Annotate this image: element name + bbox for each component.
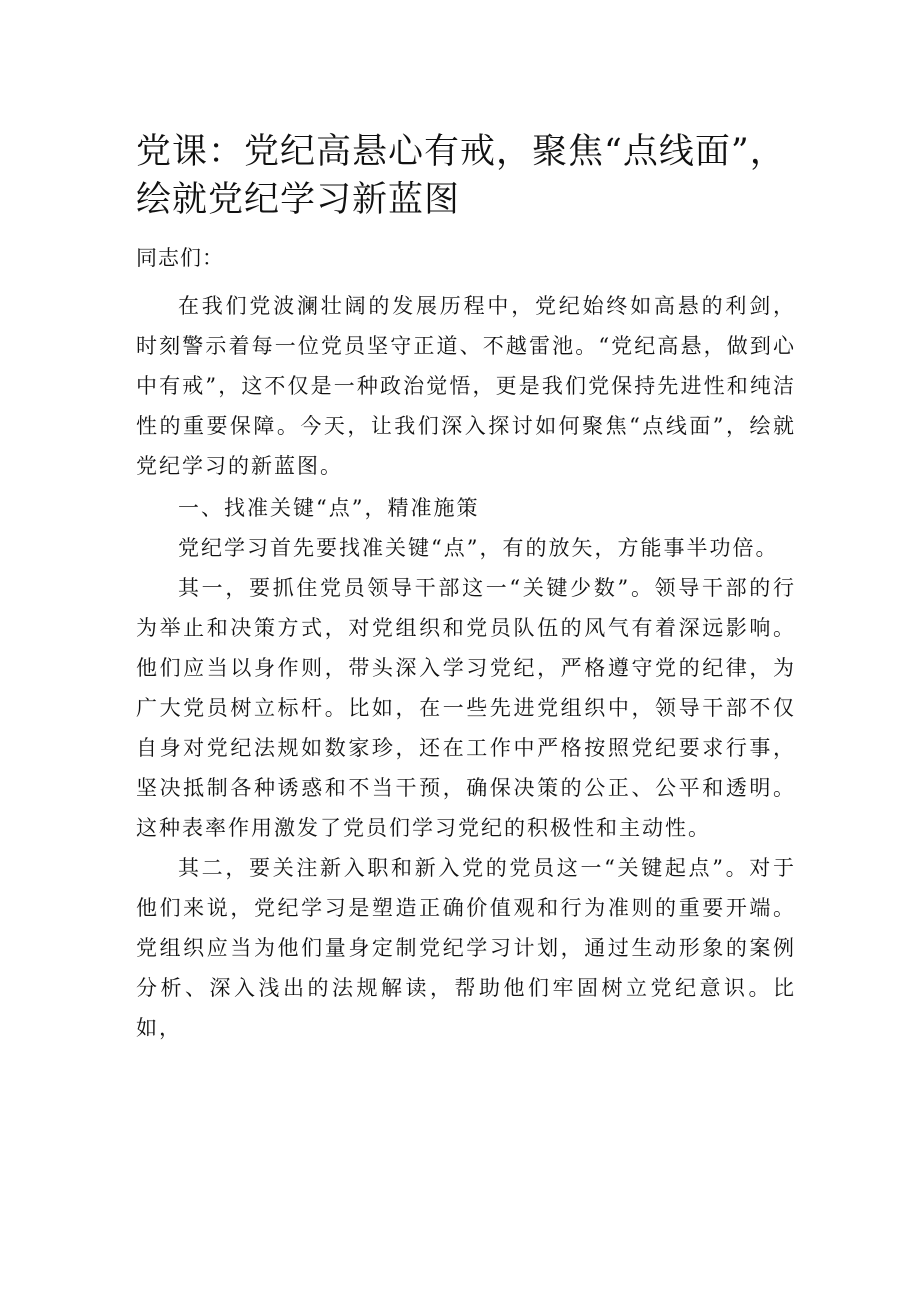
document-title: 党课：党纪高悬心有戒，聚焦“点线面”，绘就党纪学习新蓝图 bbox=[136, 132, 786, 220]
section-paragraph: 其一，要抓住党员领导干部这一“关键少数”。领导干部的行为举止和决策方式，对党组织和党员队伍的风气有着深远影响。他们应当以身作则，带头深入学习党纪，严格遵守党的纪律，为广大党员树立标杆。比如，在一些先进党组织中，领导干部不仅自身对党纪法规如数家珍，还在工作中严格按照党纪要求行事，坚决抵制各种诱惑和不当干预，确保决策的公正、公平和透明。这种表率作用激发了党员们学习党纪的积极性和主动性。 bbox=[136, 576, 796, 840]
section-heading: 一、找准关键“点”，精准施策 bbox=[178, 496, 480, 520]
document-page bbox=[136, 128, 796, 1048]
greeting: 同志们： bbox=[136, 246, 224, 270]
intro-paragraph: 在我们党波澜壮阔的发展历程中，党纪始终如高悬的利剑，时刻警示着每一位党员坚守正道、不越雷池。“党纪高悬，做到心中有戒”，这不仅是一种政治觉悟，更是我们党保持先进性和纯洁性的重要保障。今天，让我们深入探讨如何聚焦“点线面”，绘就党纪学习的新蓝图。 bbox=[136, 294, 796, 478]
section-paragraph: 其二，要关注新入职和新入党的党员这一“关键起点”。对于他们来说，党纪学习是塑造正确价值观和行为准则的重要开端。党组织应当为他们量身定制党纪学习计划，通过生动形象的案例分析、深入浅出的法规解读，帮助他们牢固树立党纪意识。比如， bbox=[136, 856, 796, 1040]
section-paragraph: 党纪学习首先要找准关键“点”，有的放矢，方能事半功倍。 bbox=[178, 536, 779, 560]
